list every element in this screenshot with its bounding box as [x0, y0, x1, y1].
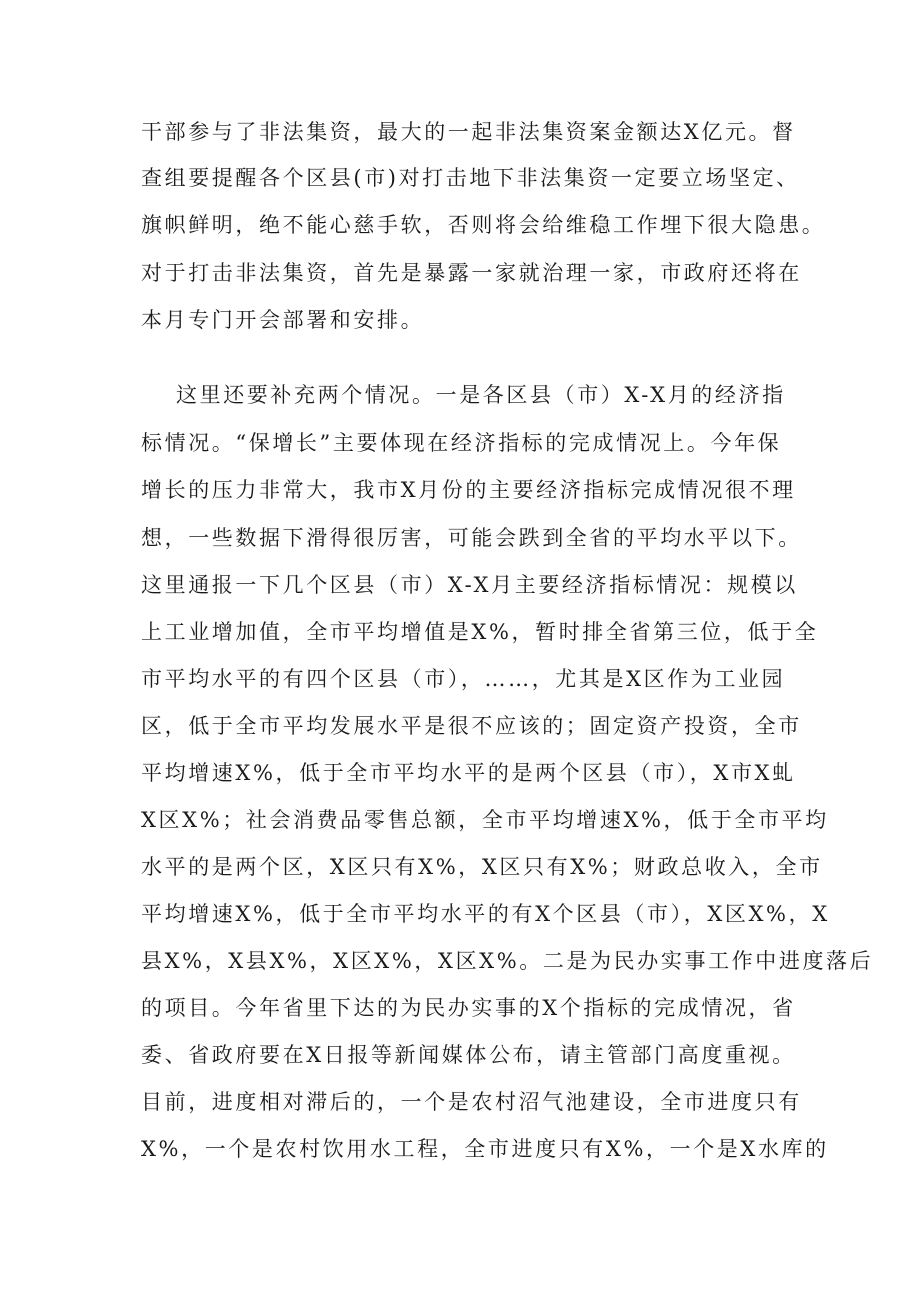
paragraph-2-line-6: 上工业增加值，全市平均增值是X%，暂时排全省第三位，低于全	[141, 620, 819, 644]
paragraph-2-line-4: 想，一些数据下滑得很厉害，可能会跌到全省的平均水平以下。	[141, 526, 802, 550]
paragraph-1-line-5: 本月专门开会部署和安排。	[141, 308, 425, 332]
paragraph-1-line-3: 旗帜鲜明，绝不能心慈手软，否则将会给维稳工作埋下很大隐患。	[141, 213, 826, 237]
paragraph-2-line-13: 县X%，X县X%，X区X%，X区X%。二是为民办实事工作中进度落后	[141, 949, 874, 973]
paragraph-2-line-11: 水平的是两个区，X区只有X%，X区只有X%；财政总收入，全市	[141, 855, 823, 879]
paragraph-1-line-1: 干部参与了非法集资，最大的一起非法集资案金额达X亿元。督	[141, 120, 796, 144]
paragraph-2-line-3: 增长的压力非常大，我市X月份的主要经济指标完成情况很不理	[141, 478, 796, 502]
paragraph-2-line-5: 这里通报一下几个区县（市）X-X月主要经济指标情况：规模以	[141, 573, 798, 597]
paragraph-2-line-17: X%，一个是农村饮用水工程，全市进度只有X%，一个是X水库的	[141, 1137, 829, 1161]
paragraph-1-line-4: 对于打击非法集资，首先是暴露一家就治理一家，市政府还将在	[141, 261, 802, 285]
paragraph-2-line-9: 平均增速X%，低于全市平均水平的是两个区县（市），X市X虬	[141, 761, 796, 785]
paragraph-2-line-7: 市平均水平的有四个区县（市），……，尤其是X区作为工业园	[141, 667, 786, 691]
paragraph-2-line-16: 目前，进度相对滞后的，一个是农村沼气池建设，全市进度只有	[141, 1090, 802, 1114]
paragraph-2-line-2: 标情况。“保增长”主要体现在经济指标的完成情况上。今年保	[141, 431, 782, 455]
paragraph-2-line-14: 的项目。今年省里下达的为民办实事的X个指标的完成情况，省	[141, 996, 796, 1020]
paragraph-2-line-8: 区，低于全市平均发展水平是很不应该的；固定资产投资，全市	[141, 714, 802, 738]
paragraph-1-line-2: 查组要提醒各个区县(市)对打击地下非法集资一定要立场坚定、	[141, 166, 800, 190]
paragraph-2-line-1: 这里还要补充两个情况。一是各区县（市）X-X月的经济指	[176, 383, 786, 407]
paragraph-2-line-15: 委、省政府要在X日报等新闻媒体公布，请主管部门高度重视。	[141, 1043, 796, 1067]
paragraph-2-line-12: 平均增速X%，低于全市平均水平的有X个区县（市），X区X%，X	[141, 902, 830, 926]
paragraph-2-line-10: X区X%；社会消费品零售总额，全市平均增速X%，低于全市平均	[141, 808, 829, 832]
